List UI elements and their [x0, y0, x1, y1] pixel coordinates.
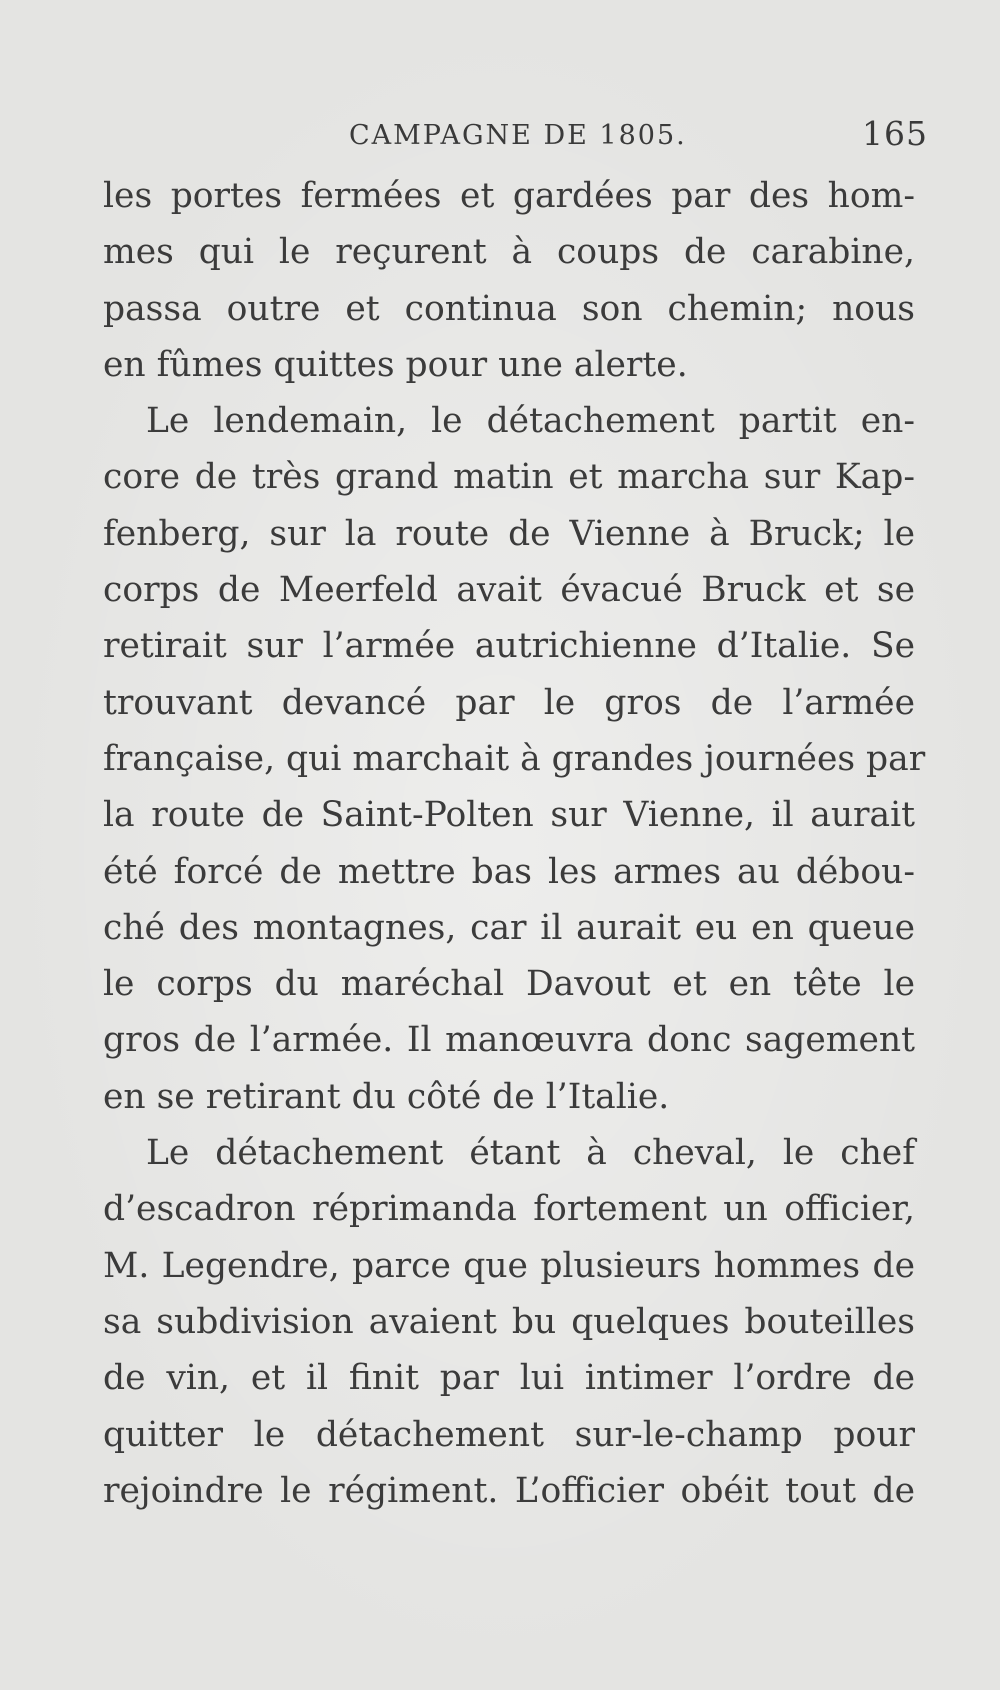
text-line: mes qui le reçurent à coups de carabine,	[103, 232, 915, 273]
page-number: 165	[862, 114, 928, 153]
running-head	[0, 112, 1000, 162]
text-line: passa outre et continua son chemin; nous	[103, 288, 915, 329]
text-line: en se retirant du côté de l’Italie.	[103, 1076, 670, 1117]
text-line: ché des montagnes, car il aurait eu en queue	[103, 907, 915, 948]
text-line: la route de Saint-Polten sur Vienne, il aurait	[103, 795, 915, 836]
text-line: rejoindre le régiment. L’officier obéit tout de	[103, 1470, 915, 1511]
text-line: sa subdivision avaient bu quelques bouteilles	[103, 1301, 915, 1342]
text-line: quitter le détachement sur-le-champ pour	[103, 1414, 915, 1455]
text-line: le corps du maréchal Davout et en tête le	[103, 964, 915, 1005]
text-line: d’escadron réprimanda fortement un officier,	[103, 1189, 915, 1230]
text-line: retirait sur l’armée autrichienne d’Italie. Se	[103, 626, 915, 667]
text-line: les portes fermées et gardées par des hom-	[103, 176, 915, 216]
text-line: gros de l’armée. Il manœuvra donc sagement	[103, 1020, 915, 1061]
text-line: été forcé de mettre bas les armes au débou-	[103, 851, 915, 892]
text-line: core de très grand matin et marcha sur Kap-	[103, 457, 915, 498]
text-line: M. Legendre, parce que plusieurs hommes de	[103, 1245, 915, 1286]
body-text	[103, 168, 926, 1519]
text-line: trouvant devancé par le gros de l’armée	[103, 682, 915, 723]
text-line: française, qui marchait à grandes journées par	[103, 738, 926, 779]
running-title: CAMPAGNE DE 1805.	[349, 120, 687, 151]
text-line: en fûmes quittes pour une alerte.	[103, 344, 688, 385]
text-line: de vin, et il finit par lui intimer l’ordre de	[103, 1358, 915, 1399]
text-line: Le détachement étant à cheval, le chef	[146, 1133, 915, 1174]
text-line: corps de Meerfeld avait évacué Bruck et se	[103, 570, 915, 611]
text-line: Le lendemain, le détachement partit en-	[146, 401, 915, 442]
text-line: fenberg, sur la route de Vienne à Bruck; le	[103, 513, 915, 554]
